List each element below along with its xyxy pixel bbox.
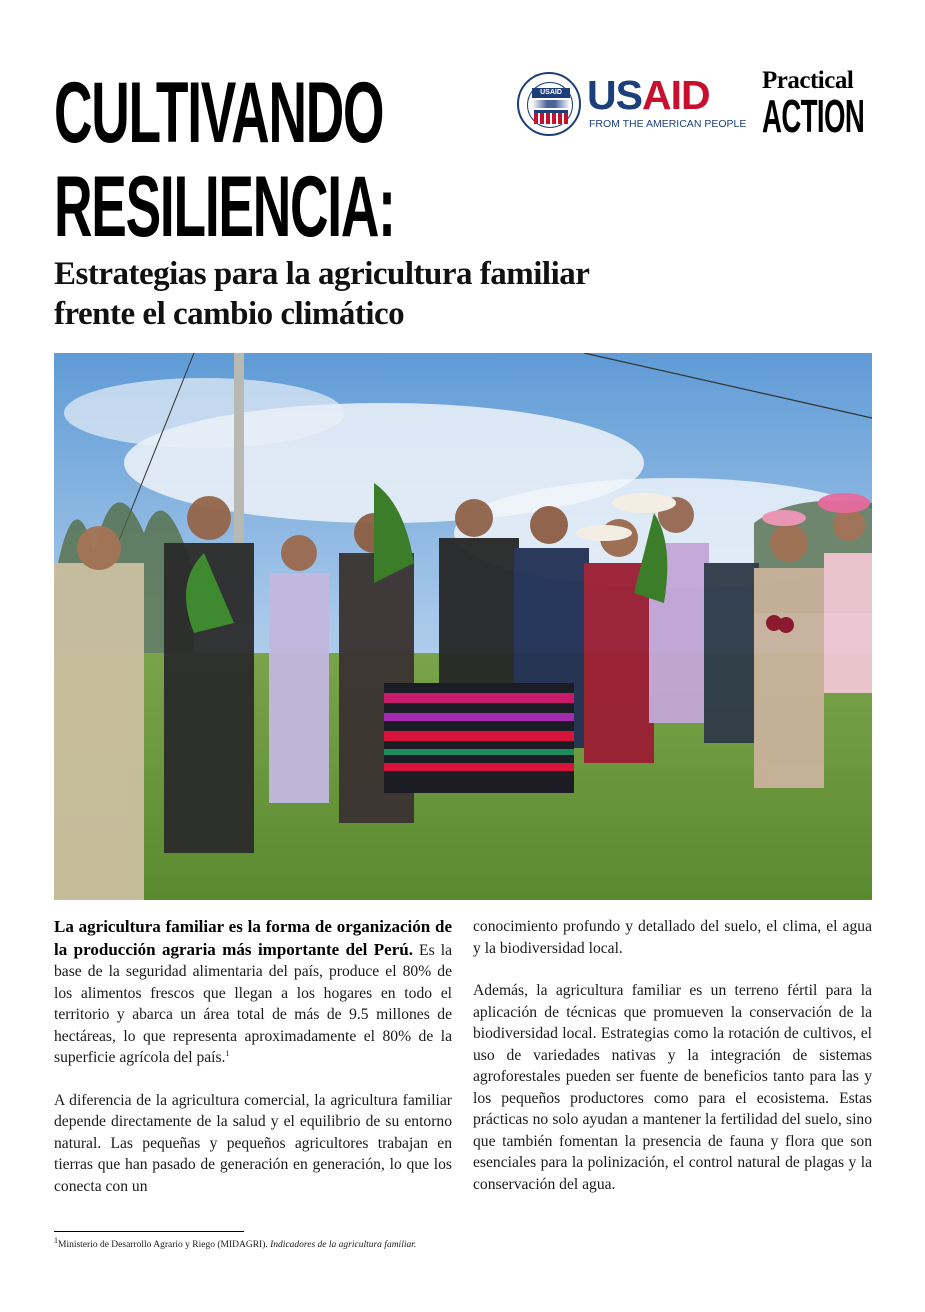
intro-lead: La agricultura familiar es la forma de organización de la producción agraria más importante del Perú.	[54, 917, 452, 959]
intro-paragraph	[54, 916, 452, 1069]
usaid-wordmark: USAID	[587, 72, 710, 118]
document-title	[54, 66, 395, 254]
footnote-ref[interactable]: 1	[225, 1048, 230, 1058]
flag-stripes-icon	[534, 110, 568, 124]
title-line-2: RESILIENCIA:	[54, 159, 395, 255]
paragraph-3: Además, la agricultura familiar es un terreno fértil para la aplicación de técnicas que promueven la conservación de la biodiversidad local. Estrategias como la rotación de cultivos, el uso de variedades nativas y la integración de sistemas agroforestales pueden ser fuente de beneficios tanto para las y los pequeños productores como para el ecosistema. Estas prácticas no solo ayudan a mantener la fertilidad del suelo, sino que también fomentan la presencia de fauna y flora que son esenciales para la polinización, el control natural de plagas y la conservación del agua.	[473, 982, 872, 1193]
usaid-seal-icon: USAID	[517, 72, 581, 136]
document-subtitle	[54, 254, 589, 334]
intro-text: Es la base de la seguridad alimentaria del país, produce el 80% de los alimentos frescos que llegan a los hogares en todo el territorio y abarca un área total de más de 9.5 millones de hectáreas, lo que representa aproximadamente el 80% de la superficie agrícola del país.	[54, 941, 452, 1066]
practical-action-top: Practical	[762, 67, 854, 94]
footnote-number: 1	[54, 1235, 58, 1245]
body-column-right	[473, 916, 872, 1216]
usaid-logo	[517, 72, 747, 138]
subtitle-line-2: frente el cambio climático	[54, 296, 405, 332]
farmers-group-photo	[54, 353, 872, 900]
footnote	[54, 1235, 417, 1250]
practical-action-logo	[762, 67, 874, 142]
paragraph-2: A diferencia de la agricultura comercial, la agricultura familiar depende directamente de la salud y el equilibrio de su entorno natural. Las pequeñas y pequeños agricultores trabajan en tierras que han pasado de generación en generación, lo que los conecta con un	[54, 1091, 452, 1195]
footnote-divider	[54, 1231, 244, 1232]
subtitle-line-1: Estrategias para la agricultura familiar	[54, 256, 590, 292]
footnote-title: Indicadores de la agricultura familiar.	[270, 1240, 417, 1250]
usaid-tagline: FROM THE AMERICAN PEOPLE	[589, 118, 747, 130]
title-line-1: CULTIVANDO	[54, 65, 384, 161]
handshake-icon	[532, 100, 570, 108]
paragraph-2-continued: conocimiento profundo y detallado del suelo, el clima, el agua y la biodiversidad local.	[473, 918, 872, 957]
practical-action-bottom: ACTION	[762, 90, 865, 142]
footnote-text: Ministerio de Desarrollo Agrario y Riego (MIDAGRI).	[58, 1240, 271, 1250]
body-column-left	[54, 916, 452, 1218]
